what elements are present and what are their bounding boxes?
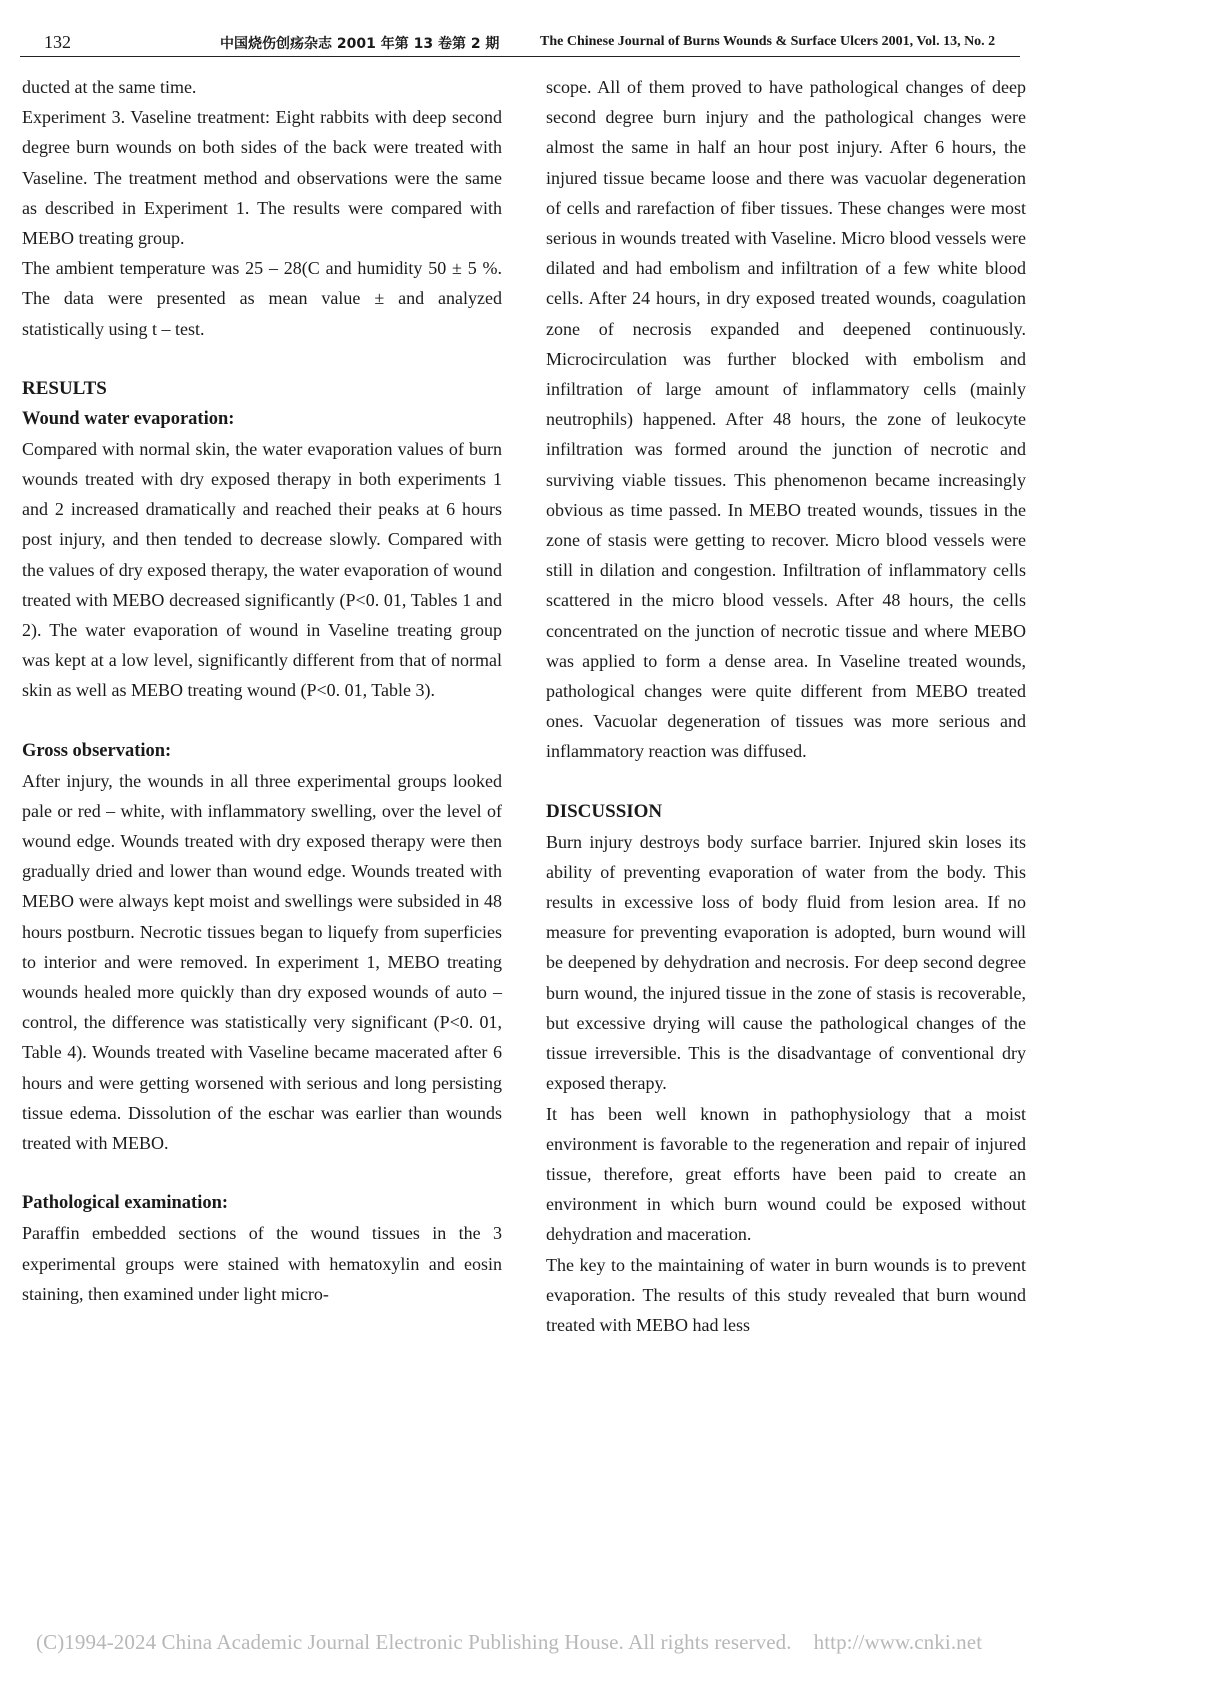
paragraph-pathological-examination: Paraffin embedded sections of the wound tissues in the 3 experimental groups were stained with hematoxylin and eosin staining, then examined under light micro- (22, 1223, 502, 1304)
journal-title-chinese: 中国烧伤创疡杂志 2001 年第 13 卷第 2 期 (220, 36, 500, 52)
page-number: 132 (44, 32, 71, 52)
journal-title-english: The Chinese Journal of Burns Wounds & Surface Ulcers 2001, Vol. 13, No. 2 (540, 34, 996, 49)
running-header (20, 28, 1020, 57)
paragraph-gross-observation: After injury, the wounds in all three experimental groups looked pale or red – white, with inflammatory swelling, over the level of wound edge. Wounds treated with dry exposed therapy were then gradually dried and lower than wound edge. Wounds treated with MEBO were always kept moist and swellings were subsided in 48 hours postburn. Necrotic tissues began to liquefy from superficies to interior and were removed. In experiment 1, MEBO treating wounds healed more quickly than dry exposed wounds of auto – control, the difference was statistically very significant (P<0. 01, Table 4). Wounds treated with Vaseline became macerated after 6 hours and were getting worsened with serious and long persisting tissue edema. Dissolution of the eschar was earlier than wounds treated with MEBO. (22, 770, 502, 1154)
paragraph-discussion-2: It has been well known in pathophysiology that a moist environment is favorable to the regeneration and repair of injured tissue, therefore, great efforts have been paid to create an environment in which burn wound could be exposed without dehydration and maceration. (546, 1103, 1026, 1245)
water-evaporation-heading: Wound water evaporation: (22, 408, 235, 429)
paragraph-discussion-3: The key to the maintaining of water in burn wounds is to prevent evaporation. The results of this study revealed that burn wound treated with MEBO had less (546, 1254, 1026, 1335)
gross-observation-heading: Gross observation: (22, 740, 172, 761)
paragraph-continued: ducted at the same time. (22, 77, 197, 97)
paragraph-ambient-conditions: The ambient temperature was 25 – 28(C and humidity 50 ± 5 %. The data were presented as mean value ± and analyzed statistically using t – test. (22, 258, 502, 339)
copyright-footer (36, 1630, 982, 1655)
paragraph-experiment-3: Experiment 3. Vaseline treatment: Eight rabbits with deep second degree burn wounds on both sides of the back were treated with Vaseline. The treatment method and observations were the same as described in Experiment 1. The results were compared with MEBO treating group. (22, 107, 502, 249)
right-column (546, 72, 1026, 1340)
results-heading: RESULTS (22, 377, 107, 399)
discussion-heading: DISCUSSION (546, 800, 663, 822)
copyright-text: (C)1994-2024 China Academic Journal Electronic Publishing House. All rights reserved. (36, 1630, 792, 1654)
left-column (22, 72, 502, 1309)
paragraph-water-evaporation: Compared with normal skin, the water evaporation values of burn wounds treated with dry exposed therapy in both experiments 1 and 2 increased dramatically and reached their peaks at 6 hours post injury, and then tended to decrease slowly. Compared with the values of dry exposed therapy, the water evaporation of wound treated with MEBO decreased significantly (P<0. 01, Tables 1 and 2). The water evaporation of wound in Vaseline treating group was kept at a low level, significantly different from that of normal skin as well as MEBO treating wound (P<0. 01, Table 3). (22, 438, 502, 701)
paragraph-discussion-1: Burn injury destroys body surface barrier. Injured skin loses its ability of preventing evaporation of water from the body. This results in excessive loss of body fluid from lesion area. If no measure for preventing evaporation is adopted, burn wound will be deepened by dehydration and necrosis. For deep second degree burn wound, the injured tissue in the zone of stasis is recoverable, but excessive drying will cause the pathological changes of the tissue irreversible. This is the disadvantage of conventional dry exposed therapy. (546, 831, 1026, 1094)
paragraph-pathology-continued: scope. All of them proved to have pathological changes of deep second degree burn injury and the pathological changes were almost the same in half an hour post injury. After 6 hours, the injured tissue became loose and there was vacuolar degeneration of cells and rarefaction of fiber tissues. These changes were most serious in wounds treated with Vaseline. Micro blood vessels were dilated and had embolism and infiltration of a few white blood cells. After 24 hours, in dry exposed treated wounds, coagulation zone of necrosis expanded and deepened continuously. Microcirculation was further blocked with embolism and infiltration of large amount of inflammatory cells (mainly neutrophils) happened. After 48 hours, the zone of leukocyte infiltration was formed around the junction of necrotic and surviving viable tissues. This phenomenon became increasingly obvious as time passed. In MEBO treated wounds, tissues in the zone of stasis were getting to recover. Micro blood vessels were still in dilation and congestion. Infiltration of inflammatory cells scattered in the micro blood vessels. After 48 hours, the cells concentrated on the junction of necrotic tissue and where MEBO was applied to form a dense area. In Vaseline treated wounds, pathological changes were quite different from MEBO treated ones. Vacuolar degeneration of tissues was more serious and inflammatory reaction was diffused. (546, 77, 1026, 762)
pathological-examination-heading: Pathological examination: (22, 1193, 229, 1214)
footer-url: http://www.cnki.net (813, 1630, 983, 1654)
